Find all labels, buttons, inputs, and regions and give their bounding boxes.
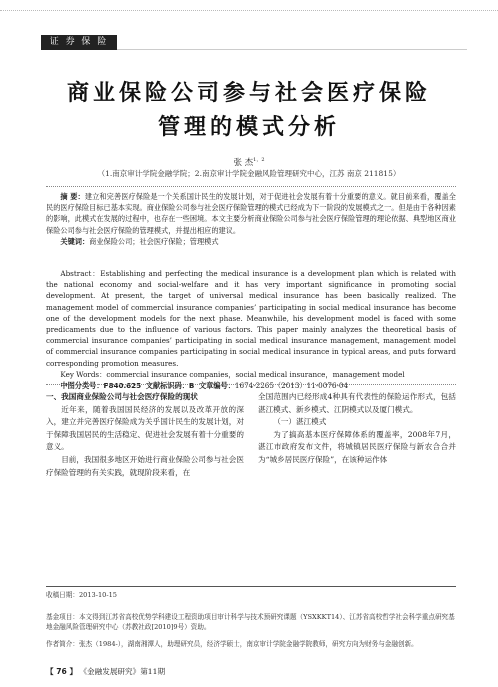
doc-code-label: 文献标识码：	[145, 381, 189, 391]
abstract-top-rule	[46, 186, 456, 187]
doc-code-value: B	[188, 381, 195, 391]
abstract-en-text: Establishing and perfecting the medical insurance is a development plan which is related with the national economy and social-welfare and it has very important significance in promoting social development. At present, the target of universal medical insurance has been basically realized. The management model of commercial insurance companies’ participating in social medical insurance has become one of the development models for the next phase. Meanwhile, his development model is faced with some predicaments due to the influence of various factors. This paper mainly analyzes the theoretical basis of commercial insurance companies’ participating in social medical insurance management, management model of commercial insurance companies participating in social medical insurance in typical areas, and puts forward corresponding promotion measures.	[46, 269, 456, 368]
subsection-heading: （一）湛江模式	[273, 417, 327, 427]
abstract-en	[46, 268, 456, 391]
body-right-column	[258, 391, 456, 467]
footnote-author-bio: 作者简介：张杰（1984-），湖南湘潭人，助理研究员，经济学硕士，南京审计学院金融学院教师，研究方向为财务与金融创新。	[46, 640, 418, 648]
author-line	[0, 156, 498, 168]
body-right-paragraph-1: 全国范围内已经形成4种具有代表性的保险运作形式，包括湛江模式、新乡模式、江阴模式以及厦门模式。	[258, 392, 456, 414]
author-affil-marker: 1，2	[253, 157, 265, 164]
keywords-en-text: commercial insurance companies，social medical insurance，management model	[106, 369, 405, 379]
footnote-received: 收稿日期：2013-10-15	[46, 591, 117, 599]
article-title-line1: 商业保险公司参与社会医疗保险	[66, 81, 431, 106]
article-id-value: 1674-2265（2013）11-0076-04	[234, 381, 349, 391]
body-left-paragraph-2: 目前，我国很多地区开始进行商业保险公司参与社会医疗保险管理的有关实践，就现阶段来看，在	[46, 454, 244, 477]
header-rule	[117, 49, 467, 50]
article-id-label: 文章编号：	[198, 381, 235, 391]
clc-label: 中图分类号：	[60, 381, 104, 391]
abstract-cn	[46, 191, 456, 247]
section-tag: 证 券 保 险	[41, 35, 117, 50]
affiliation: （1.南京审计学院金融学院；2.南京审计学院金融风险管理研究中心，江苏 南京 211815）	[97, 169, 401, 178]
body-right-paragraph-2: 为了搞高基本医疗保障体系的覆盖率，2008年7月，湛江市政府发布文件，将城镇居民医疗保险与新农合合并为“城乡居民医疗保险”，在该种运作体	[258, 429, 456, 464]
journal-issue: 《金融发展研究》第11期	[79, 667, 166, 676]
top-dotted-rule	[0, 10, 498, 11]
abstract-cn-label: 摘 要：	[60, 192, 85, 201]
section-heading: 一、我国商业保险公司与社会医疗保险的现状	[46, 392, 198, 401]
abstract-bottom-rule	[46, 384, 456, 385]
footnote-rule	[46, 586, 456, 587]
keywords-cn-label: 关键词：	[60, 236, 90, 246]
body-left-paragraph-1: 近年来，随着我国国民经济的发展以及改革开放的深入，建立并完善医疗保险成为关乎国计民生的发展计划，对于保障我国居民的生活稳定、促进社会发展有着十分重要的意义。	[46, 404, 244, 452]
footnote-fund: 基金项目：本文得到江苏省高校优势学科建设工程资助项目审计科学与技术预研究课题（YSXKKT14）、江苏省高校哲学社会科学重点研究基地金融风险管理研究中心（苏教社政[2010]9号）资助。	[46, 613, 455, 632]
article-title-line2: 管理的模式分析	[157, 115, 340, 140]
body-left-column	[46, 391, 244, 479]
abstract-en-label: Abstract：	[60, 269, 101, 278]
abstract-cn-text: 建立和完善医疗保险是一个关系国计民生的发展计划，对于促进社会发展有着十分重要的意义。就目前来看，覆盖全民的医疗保险目标已基本实现。商业保险公司参与社会医疗保险管理的模式已经成为下一阶段的发展模式之一。但是由于各种因素的影响，此模式在发展的过程中，也存在一些困境。本文主要分析商业保险公司参与社会医疗保险管理的理论依据、典型地区商业保险公司参与社会医疗保险的管理模式，并提出相应的建议。	[46, 192, 456, 235]
keywords-cn-text: 商业保险公司；社会医疗保险；管理模式	[89, 236, 219, 246]
author-name: 张 杰	[233, 158, 254, 168]
page-footer	[46, 666, 165, 677]
page-number: 【 76 】	[46, 667, 78, 676]
keywords-en-label: Key Words：	[60, 369, 107, 379]
clc-value: F840.625	[103, 381, 142, 391]
